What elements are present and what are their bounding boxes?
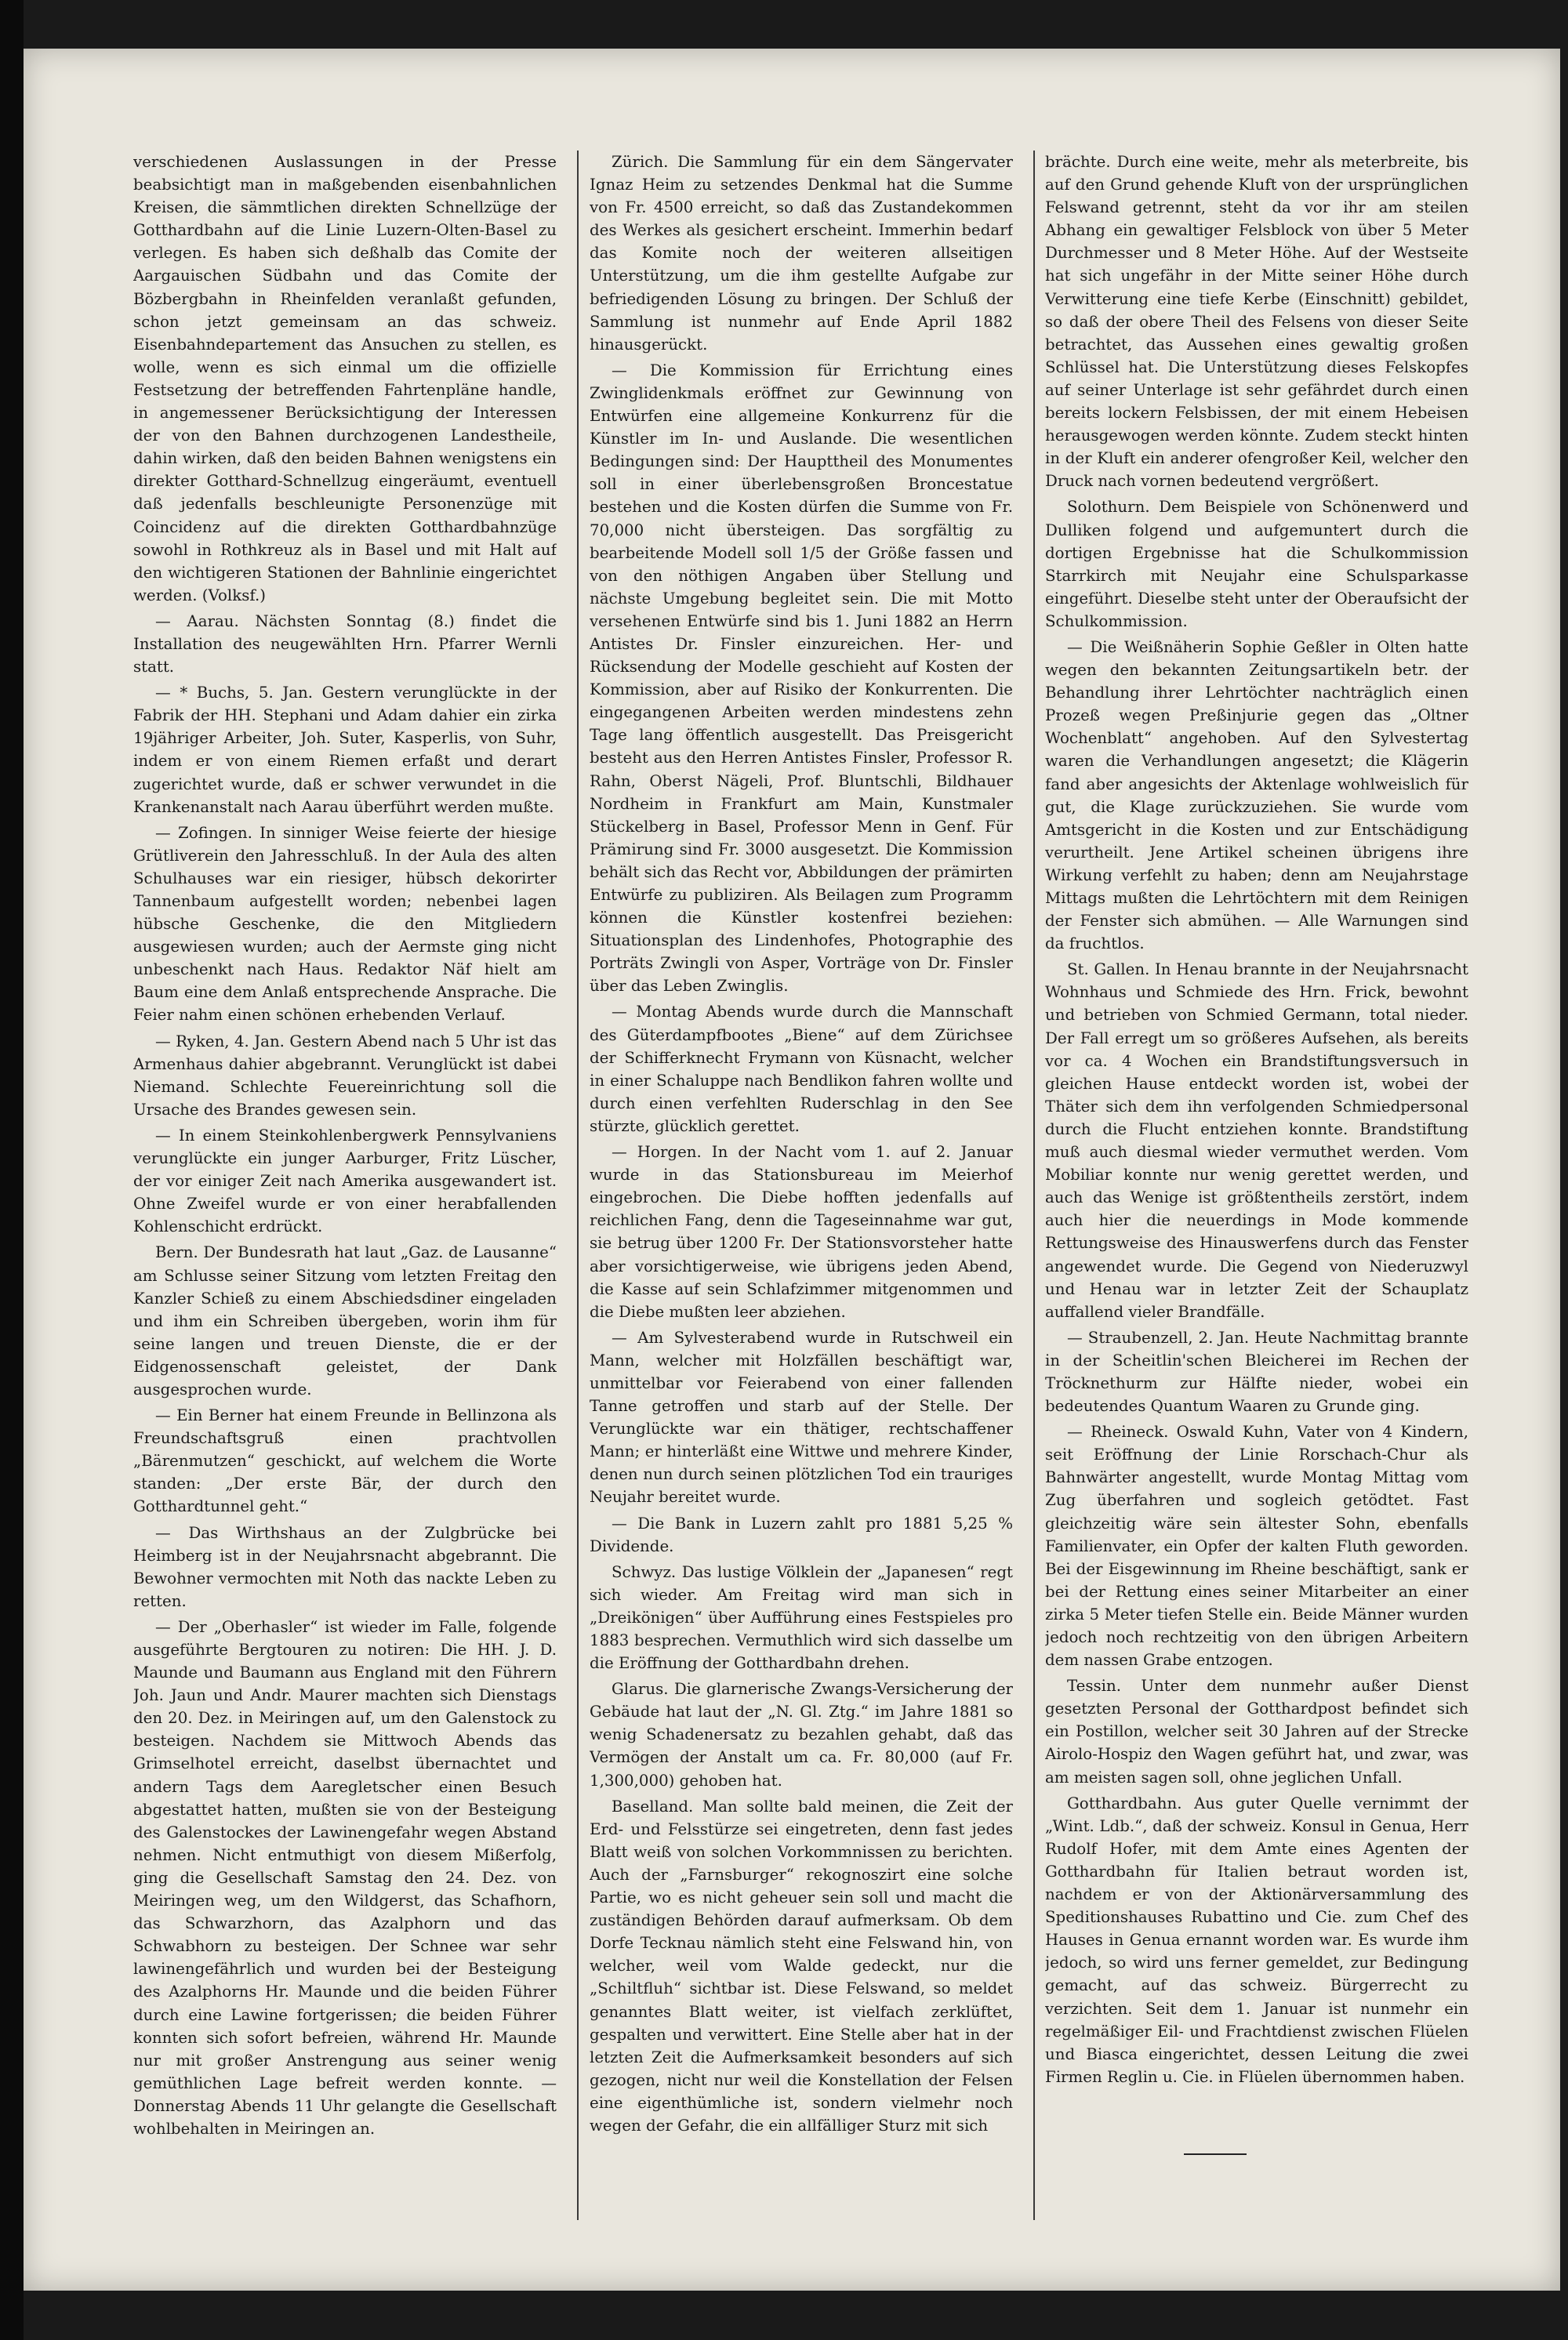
scan-edge — [0, 0, 24, 2340]
article-paragraph: verschiedenen Auslassungen in der Presse beabsichtigt man in maßgebenden eisenbahnlichen Kreisen, die sämmtlichen direkten Schnellzüge der Gotthardbahn auf die Linie Luzern-Olten-Basel zu verlegen. Es haben sich deßhalb das Comite der Aargauischen Südbahn und das Comite der Bözbergbahn in Rheinfelden veranlaßt gefunden, schon jetzt gemeinsam an das schweiz. Eisenbahndepartement das Ansuchen zu stellen, es wolle, wenn es sich einmal um die offizielle Festsetzung der betreffenden Fahrtenpläne handle, in angemessener Berücksichtigung der Interessen der von den Bahnen durchzogenen Landestheile, dahin wirken, daß den beiden Bahnen wenigstens ein direkter Gotthard-Schnellzug eingeräumt, eventuell daß jedenfalls beschleunigte Personenzüge mit Coincidenz auf die direkten Gotthardbahnzüge sowohl in Rothkreuz als in Basel und mit Halt auf den wichtigeren Stationen der Bahnlinie eingerichtet werden. (Volksf.) — [133, 153, 557, 604]
article-paragraph: Bern. Der Bundesrath hat laut „Gaz. de Lausanne“ am Schlusse seiner Sitzung vom letzten Freitag den Kanzler Schieß zu einem Abschiedsdiner eingeladen und ihm ein Schreiben übergeben, worin ihm für seine langen und treuen Dienste, die er der Eidgenossenschaft geleistet, der Dank ausgesprochen wurde. — [133, 1243, 557, 1399]
article-paragraph: St. Gallen. In Henau brannte in der Neujahrsnacht Wohnhaus und Schmiede des Hrn. Frick, bewohnt und betrieben von Schmied Germann, total nieder. Der Fall erregt um so größeres Aufsehen, als bereits vor ca. 4 Wochen ein Brandstiftungsversuch in gleichen Hause entdeckt worden ist, wobei der Thäter sich dem ihn verfolgenden Schmiedpersonal durch die Flucht entziehen konnte. Brandstiftung muß auch diesmal wieder vermuthet werden. Vom Mobiliar konnte nur wenig gerettet werden, und auch das Wenige ist größtentheils zerstört, indem auch hier die neuerdings in Mode kommende Rettungsweise des Hinauswerfens durch das Fenster angewendet wurde. Die Gegend von Niederuzwyl und Henau war in letzter Zeit der Schauplatz auffallend vieler Brandfälle. — [1045, 960, 1468, 1321]
article-paragraph: Baselland. Man sollte bald meinen, die Zeit der Erd- und Felsstürze sei eingetreten, denn fast jedes Blatt weiß von solchen Vorkommnissen zu berichten. Auch der „Farnsburger“ rekognoszirt eine solche Partie, wo es nicht geheuer sein soll und macht die zuständigen Behörden darauf aufmerksam. Ob dem Dorfe Tecknau nämlich steht eine Felswand hin, von welcher, weil vom Walde gedeckt, nur die „Schiltfluh“ sichtbar ist. Diese Felswand, so meldet genanntes Blatt weiter, ist vielfach zerklüftet, gespalten und verwittert. Eine Stelle aber hat in der letzten Zeit die Aufmerksamkeit besonders auf sich gezogen, nicht nur weil die Konstellation der Felsen eine eigenthümliche ist, sondern vielmehr noch wegen der Gefahr, die ein allfälliger Sturz mit sich — [590, 1797, 1013, 2135]
article-paragraph: — Der „Oberhasler“ ist wieder im Falle, folgende ausgeführte Bergtouren zu notiren: Die HH. J. D. Maunde und Baumann aus England mit den Führern Joh. Jaun und Andr. Maurer machten sich Dienstags den 20. Dez. in Meiringen auf, um den Galenstock zu besteigen. Nachdem sie Mittwoch Abends das Grimselhotel erreicht, daselbst übernachtet und andern Tags dem Aaregletscher einen Besuch abgestattet hatten, mußten sie von der Besteigung des Galenstockes der Lawinengefahr wegen Abstand nehmen. Nicht entmuthigt von diesem Mißerfolg, ging die Gesellschaft Samstag den 24. Dez. von Meiringen weg, um den Wildgerst, das Schafhorn, das Schwarzhorn, das Azalphorn und das Schwabhorn zu besteigen. Der Schnee war sehr lawinengefährlich und wurden bei der Besteigung des Azalphorns Hr. Maunde und die beiden Führer durch eine Lawine fortgerissen; die beiden Führer konnten sich sofort befreien, während Hr. Maunde nur mit großer Anstrengung aus seiner wenig gemüthlichen Lage befreit werden konnte. — Donnerstag Abends 11 Uhr gelangte die Gesellschaft wohlbehalten in Meiringen an. — [133, 1617, 557, 2138]
article-paragraph: Glarus. Die glarnerische Zwangs-Versicherung der Gebäude hat laut der „N. Gl. Ztg.“ im Jahre 1881 so wenig Schadenersatz zu bezahlen gehabt, daß das Vermögen der Anstalt um ca. Fr. 80,000 (auf Fr. 1,300,000) gehoben hat. — [590, 1680, 1013, 1790]
column-right — [1045, 151, 1468, 2220]
article-paragraph: — Die Bank in Luzern zahlt pro 1881 5,25 % Dividende. — [590, 1514, 1013, 1555]
article-paragraph: — Straubenzell, 2. Jan. Heute Nachmittag brannte in der Scheitlin'schen Bleicherei im Rechen der Tröcknethurm zur Hälfte nieder, wobei ein bedeutendes Quantum Waaren zu Grunde ging. — [1045, 1328, 1468, 1416]
article-paragraph: Gotthardbahn. Aus guter Quelle vernimmt der „Wint. Ldb.“, daß der schweiz. Konsul in Genua, Herr Rudolf Hofer, mit dem Amte eines Agenten der Gotthardbahn für Italien betraut worden ist, nachdem er von der Aktionärversammlung des Speditionshauses Rubattino und Cie. zum Chef des Hauses in Genua ernannt worden war. Es wurde ihm jedoch, so wird uns ferner gemeldet, zur Bedingung gemacht, auf das schweiz. Bürgerrecht zu verzichten. Seit dem 1. Januar ist nunmehr ein regelmäßiger Eil- und Frachtdienst zwischen Flüelen und Biasca eingerichtet, dessen Leitung die zwei Firmen Reglin u. Cie. in Flüelen übernommen haben. — [1045, 1794, 1468, 2086]
article-paragraph: — * Buchs, 5. Jan. Gestern verunglückte in der Fabrik der HH. Stephani und Adam dahier ein zirka 19jähriger Arbeiter, Joh. Suter, Kasperlis, von Suhr, indem er von einem Riemen erfaßt und derart zugerichtet wurde, daß er schwer verwundet in die Krankenanstalt nach Aarau überführt werden mußte. — [133, 684, 557, 816]
article-paragraph: — Ein Berner hat einem Freunde in Bellinzona als Freundschaftsgruß einen prachtvollen „Bärenmutzen“ geschickt, auf welchem die Worte standen: „Der erste Bär, der durch den Gotthardtunnel geht.“ — [133, 1406, 557, 1516]
article-paragraph: — Die Weißnäherin Sophie Geßler in Olten hatte wegen den bekannten Zeitungsartikeln betr. der Behandlung ihrer Lehrtöchter nachträglich einen Prozeß wegen Preßinjurie gegen das „Oltner Wochenblatt“ angehoben. Auf den Sylvestertag waren die Verhandlungen angesetzt; die Klägerin fand aber angesichts der Aktenlage wohlweislich für gut, die Klage zurückzuziehen. Sie wurde vom Amtsgericht in die Kosten und zur Entschädigung verurtheilt. Jene Artikel scheinen übrigens ihre Wirkung verfehlt zu haben; denn am Neujahrstage Mittags mußten die Lehrtöchtern mit dem Reinigen der Fenster sich abmühen. — Alle Warnungen sind da fruchtlos. — [1045, 637, 1468, 953]
column-divider — [577, 151, 579, 2220]
end-rule — [1184, 2153, 1247, 2155]
article-paragraph: — In einem Steinkohlenbergwerk Pennsylvaniens verunglückte ein junger Aarburger, Fritz Lüscher, der vor einiger Zeit nach Amerika ausgewandert ist. Ohne Zweifel wurde er von einer herabfallenden Kohlenschicht erdrückt. — [133, 1126, 557, 1236]
article-paragraph: Schwyz. Das lustige Völklein der „Japanesen“ regt sich wieder. Am Freitag wird man sich in „Dreikönigen“ über Aufführung eines Festspieles pro 1883 besprechen. Vermuthlich wird sich dasselbe um die Eröffnung der Gotthardbahn drehen. — [590, 1562, 1013, 1673]
article-paragraph: — Ryken, 4. Jan. Gestern Abend nach 5 Uhr ist das Armenhaus dahier abgebrannt. Verunglückt ist dabei Niemand. Schlechte Feuereinrichtung soll die Ursache des Brandes gewesen sein. — [133, 1032, 557, 1119]
article-paragraph: — Zofingen. In sinniger Weise feierte der hiesige Grütliverein den Jahresschluß. In der Aula des alten Schulhauses war ein riesiger, hübsch dekorirter Tannenbaum aufgestellt worden; nebenbei lagen hübsche Geschenke, die den Mitgliedern ausgewiesen wurden; auch der Aermste ging nicht unbeschenkt nach Haus. Redaktor Näf hielt am Baum eine dem Anlaß entsprechende Ansprache. Die Feier nahm einen schönen erhebenden Verlauf. — [133, 823, 557, 1025]
newspaper-page — [24, 49, 1560, 2291]
article-paragraph: — Aarau. Nächsten Sonntag (8.) findet die Installation des neugewählten Hrn. Pfarrer Wernli statt. — [133, 611, 557, 677]
column-left — [133, 151, 557, 2220]
article-paragraph: Zürich. Die Sammlung für ein dem Sängervater Ignaz Heim zu setzendes Denkmal hat die Summe von Fr. 4500 erreicht, so daß das Zustandekommen des Werkes als gesichert erscheint. Immerhin bedarf das Komite noch der weiteren allseitigen Unterstützung, um die ihm gestellte Aufgabe zur befriedigenden Lösung zu bringen. Der Schluß der Sammlung ist nunmehr auf Ende April 1882 hinausgerückt. — [590, 153, 1013, 354]
article-paragraph: Tessin. Unter dem nunmehr außer Dienst gesetzten Personal der Gotthardpost befindet sich ein Postillon, welcher seit 30 Jahren auf der Strecke Airolo-Hospiz den Wagen geführt hat, und zwar, was am meisten sagen soll, ohne jeglichen Unfall. — [1045, 1677, 1468, 1787]
article-paragraph: — Rheineck. Oswald Kuhn, Vater von 4 Kindern, seit Eröffnung der Linie Rorschach-Chur als Bahnwärter angestellt, wurde Montag Mittag vom Zug überfahren und sogleich getödtet. Fast gleichzeitig wäre sein ältester Sohn, ebenfalls Familienvater, ein Opfer der kalten Fluth geworden. Bei der Eisgewinnung im Rheine beschäftigt, sank er bei der Rettung eines seiner Mitarbeiter an einer zirka 5 Meter tiefen Stelle ein. Beide Männer wurden jedoch noch rechtzeitig von den übrigen Arbeitern dem nassen Grabe entzogen. — [1045, 1423, 1468, 1670]
article-paragraph: Solothurn. Dem Beispiele von Schönenwerd und Dulliken folgend und aufgemuntert durch die dortigen Ergebnisse hat die Schulkommission Starrkirch mit Neujahr eine Schulsparkasse eingeführt. Dieselbe steht unter der Oberaufsicht der Schulkommission. — [1045, 498, 1468, 630]
article-paragraph: brächte. Durch eine weite, mehr als meterbreite, bis auf den Grund gehende Kluft von der ursprünglichen Felswand getrennt, steht da vor ihr am steilen Abhang ein gewaltiger Felsblock von über 5 Meter Durchmesser und 8 Meter Höhe. Auf der Westseite hat sich ungefähr in der Mitte seiner Höhe durch Verwitterung eine tiefe Kerbe (Einschnitt) gebildet, so daß der obere Theil des Felsens von dieser Seite betrachtet, das Aussehen eines gewaltig großen Schlüssel hat. Die Unterstützung dieses Felskopfes auf seiner Unterlage ist sehr gefährdet durch einen bereits lockern Felsbissen, der mit einem Hebeisen herausgewogen werden könnte. Zudem steckt hinten in der Kluft ein anderer ofengroßer Keil, welcher den Druck nach vornen bedeutend vergrößert. — [1045, 153, 1468, 491]
article-paragraph: — Montag Abends wurde durch die Mannschaft des Güterdampfbootes „Biene“ auf dem Zürichsee der Schifferknecht Frymann von Küsnacht, welcher in einer Schaluppe nach Bendlikon fahren wollte und durch einen verfehlten Ruderschlag in den See stürzte, glücklich gerettet. — [590, 1003, 1013, 1135]
article-paragraph: — Am Sylvesterabend wurde in Rutschweil ein Mann, welcher mit Holzfällen beschäftigt war, unmittelbar vor Feierabend von einer fallenden Tanne getroffen und starb auf der Stelle. Der Verunglückte war ein thätiger, rechtschaffener Mann; er hinterläßt eine Wittwe und mehrere Kinder, denen nun durch seinen plötzlichen Tod ein trauriges Neujahr bereitet wurde. — [590, 1328, 1013, 1507]
column-divider — [1033, 151, 1035, 2220]
article-paragraph: — Die Kommission für Errichtung eines Zwinglidenkmals eröffnet zur Gewinnung von Entwürfen eine allgemeine Konkurrenz für die Künstler im In- und Auslande. Die wesentlichen Bedingungen sind: Der Haupttheil des Monumentes soll in einer überlebensgroßen Broncestatue bestehen und die Kosten dürfen die Summe von Fr. 70,000 nicht übersteigen. Das sorgfältig zu bearbeitende Modell soll 1/5 der Größe fassen und von den nöthigen Angaben über Stellung und nächste Umgebung begleitet sein. Die mit Motto versehenen Entwürfe sind bis 1. Juni 1882 an Herrn Antistes Dr. Finsler einzureichen. Her- und Rücksendung der Modelle geschieht auf Kosten der Kommission, aber auf Risiko der Konkurrenten. Die eingegangenen Arbeiten werden mindestens zehn Tage lang öffentlich ausgestellt. Das Preisgericht besteht aus den Herren Antistes Finsler, Professor R. Rahn, Oberst Nägeli, Prof. Bluntschli, Bildhauer Nordheim in Frankfurt am Main, Kunstmaler Stückelberg in Basel, Professor Menn in Genf. Für Prämirung sind Fr. 3000 ausgesetzt. Die Kommission behält sich das Recht vor, Abbildungen der prämirten Entwürfe zu publiziren. Als Beilagen zum Programm können die Künstler kostenfrei beziehen: Situationsplan des Lindenhofes, Photographie des Porträts Zwingli von Asper, Vorträge von Dr. Finsler über das Leben Zwinglis. — [590, 361, 1013, 996]
column-middle — [590, 151, 1013, 2220]
article-paragraph: — Horgen. In der Nacht vom 1. auf 2. Januar wurde in das Stationsbureau im Meierhof eingebrochen. Die Diebe hofften jedenfalls auf reichlichen Fang, denn die Tageseinnahme war gut, sie betrug über 1200 Fr. Der Stationsvorsteher hatte aber vorsichtigerweise, wie übrigens jeden Abend, die Kasse auf sein Schlafzimmer mitgenommen und die Diebe mußten leer abziehen. — [590, 1143, 1013, 1321]
article-paragraph: — Das Wirthshaus an der Zulgbrücke bei Heimberg ist in der Neujahrsnacht abgebrannt. Die Bewohner vermochten mit Noth das nackte Leben zu retten. — [133, 1523, 557, 1610]
